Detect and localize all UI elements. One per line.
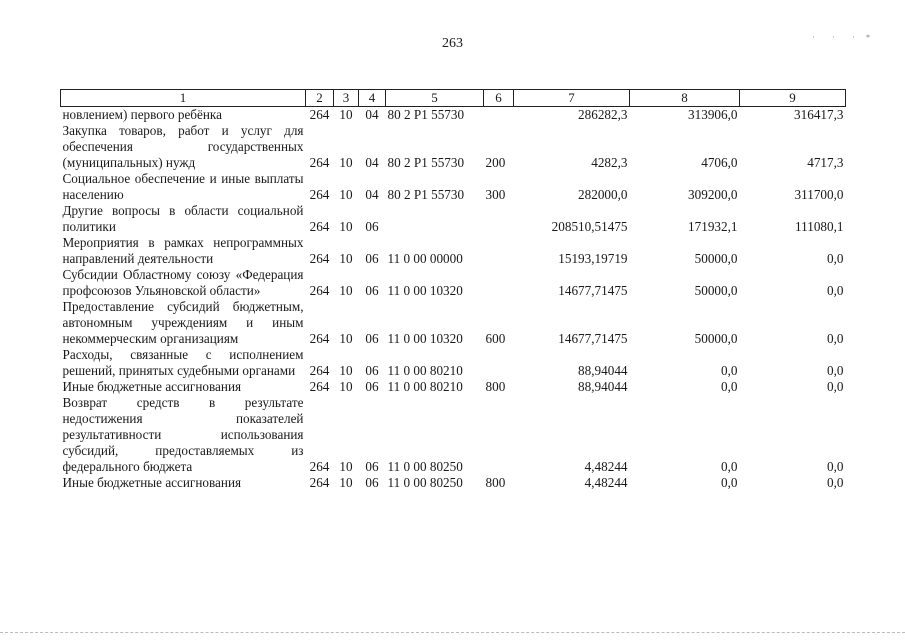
row-amount-9: 111080,1 <box>795 219 844 234</box>
table-row <box>61 107 846 124</box>
table-row <box>61 123 846 171</box>
row-code-6 <box>484 235 514 267</box>
row-name: Социальное обеспечение и иные выплаты населению <box>62 171 304 202</box>
row-code-2: 264 <box>309 251 330 266</box>
row-code-4: 06 <box>365 363 379 378</box>
scan-mark: · <box>812 33 815 42</box>
column-header-4: 4 <box>359 90 386 107</box>
column-header-3: 3 <box>334 90 359 107</box>
row-code-3: 10 <box>339 363 353 378</box>
row-code-3: 10 <box>339 251 353 266</box>
table-row <box>61 347 846 379</box>
row-amount-9: 0,0 <box>827 283 844 298</box>
row-amount-9: 0,0 <box>827 331 844 346</box>
row-code-3: 10 <box>339 219 353 234</box>
row-code-4: 04 <box>365 187 379 202</box>
row-code-6: 600 <box>485 331 506 346</box>
row-amount-7: 208510,51475 <box>551 219 628 234</box>
row-amount-7: 88,94044 <box>578 363 628 378</box>
table-row <box>61 267 846 299</box>
row-amount-8: 0,0 <box>721 379 738 394</box>
row-code-4: 06 <box>365 475 379 490</box>
row-amount-9: 0,0 <box>827 459 844 474</box>
row-code-4: 06 <box>365 379 379 394</box>
row-code-5: 11 0 00 80210 <box>387 363 463 378</box>
row-code-2: 264 <box>309 331 330 346</box>
row-code-4: 06 <box>365 251 379 266</box>
column-header-2: 2 <box>306 90 334 107</box>
row-name: Возврат средств в результате недостижения показателей результативности использования субсидий, предоставляемых из федерального бюджета <box>62 395 304 474</box>
scan-bottom-edge <box>0 632 905 633</box>
row-code-2: 264 <box>309 283 330 298</box>
row-code-5: 80 2 P1 55730 <box>387 155 465 170</box>
scan-mark: · <box>832 33 835 42</box>
row-code-3: 10 <box>339 331 353 346</box>
table-row <box>61 203 846 235</box>
row-code-3: 10 <box>339 107 353 122</box>
row-amount-7: 14677,71475 <box>558 331 628 346</box>
row-code-4: 04 <box>365 107 379 122</box>
row-name: Субсидии Областному союзу «Федерация профсоюзов Ульяновской области» <box>62 267 304 298</box>
column-header-6: 6 <box>484 90 514 107</box>
row-code-6: 300 <box>485 187 506 202</box>
row-code-2: 264 <box>309 107 330 122</box>
table-row <box>61 299 846 347</box>
row-amount-7: 4282,3 <box>591 155 628 170</box>
row-amount-8: 50000,0 <box>694 251 738 266</box>
row-amount-8: 50000,0 <box>694 283 738 298</box>
row-code-6 <box>484 347 514 379</box>
row-code-5: 11 0 00 10320 <box>387 283 463 298</box>
row-code-6 <box>484 107 514 124</box>
row-amount-8: 0,0 <box>721 475 738 490</box>
table-header-row <box>61 90 846 107</box>
row-amount-9: 0,0 <box>827 363 844 378</box>
row-amount-8: 50000,0 <box>694 331 738 346</box>
row-amount-7: 4,48244 <box>584 459 628 474</box>
row-name: Предоставление субсидий бюджетным, автономным учреждениям и иным некоммерческим организациям <box>62 299 304 346</box>
table-row <box>61 395 846 475</box>
row-code-5: 11 0 00 00000 <box>387 251 463 266</box>
row-amount-8: 313906,0 <box>688 107 738 122</box>
row-code-2: 264 <box>309 219 330 234</box>
row-code-5: 11 0 00 80250 <box>387 475 463 490</box>
scan-mark: * <box>866 33 870 42</box>
row-code-6 <box>484 395 514 475</box>
row-amount-8: 0,0 <box>721 363 738 378</box>
page-number: 263 <box>442 36 463 51</box>
row-code-6 <box>484 203 514 235</box>
row-amount-9: 0,0 <box>827 475 844 490</box>
budget-table <box>60 89 846 491</box>
row-code-6: 800 <box>485 379 506 394</box>
row-amount-9: 0,0 <box>827 251 844 266</box>
row-amount-8: 4706,0 <box>701 155 738 170</box>
row-code-2: 264 <box>309 363 330 378</box>
column-header-7: 7 <box>514 90 630 107</box>
row-code-3: 10 <box>339 379 353 394</box>
column-header-8: 8 <box>630 90 740 107</box>
row-code-5: 80 2 P1 55730 <box>387 107 465 122</box>
row-code-2: 264 <box>309 155 330 170</box>
row-name: Иные бюджетные ассигнования <box>62 475 242 490</box>
row-code-5 <box>386 203 484 235</box>
row-code-4: 06 <box>365 219 379 234</box>
table-row <box>61 235 846 267</box>
row-amount-7: 4,48244 <box>584 475 628 490</box>
row-code-3: 10 <box>339 459 353 474</box>
row-code-5: 11 0 00 80210 <box>387 379 463 394</box>
row-code-3: 10 <box>339 187 353 202</box>
row-amount-7: 282000,0 <box>578 187 628 202</box>
row-code-5: 80 2 P1 55730 <box>387 187 465 202</box>
row-amount-8: 0,0 <box>721 459 738 474</box>
table-row <box>61 171 846 203</box>
row-code-6: 800 <box>485 475 506 490</box>
row-amount-7: 286282,3 <box>578 107 628 122</box>
row-code-3: 10 <box>339 283 353 298</box>
row-amount-7: 88,94044 <box>578 379 628 394</box>
row-name: Иные бюджетные ассигнования <box>62 379 242 394</box>
row-amount-9: 0,0 <box>827 379 844 394</box>
column-header-1: 1 <box>61 90 306 107</box>
scan-mark: · <box>852 33 855 42</box>
row-amount-8: 171932,1 <box>688 219 738 234</box>
row-name: Мероприятия в рамках непрограммных направлений деятельности <box>62 235 304 266</box>
row-amount-7: 14677,71475 <box>558 283 628 298</box>
row-name: Другие вопросы в области социальной политики <box>62 203 304 234</box>
column-header-5: 5 <box>386 90 484 107</box>
row-code-4: 04 <box>365 155 379 170</box>
row-code-2: 264 <box>309 187 330 202</box>
row-name: Расходы, связанные с исполнением решений, принятых судебными органами <box>62 347 304 378</box>
row-amount-8: 309200,0 <box>688 187 738 202</box>
row-code-3: 10 <box>339 475 353 490</box>
row-amount-9: 316417,3 <box>794 107 844 122</box>
table-row <box>61 379 846 395</box>
column-header-9: 9 <box>740 90 846 107</box>
row-name: Закупка товаров, работ и услуг для обеспечения государственных (муниципальных) нужд <box>62 123 304 170</box>
row-code-5: 11 0 00 10320 <box>387 331 463 346</box>
row-code-2: 264 <box>309 459 330 474</box>
row-code-2: 264 <box>309 475 330 490</box>
row-code-4: 06 <box>365 283 379 298</box>
table-row <box>61 475 846 491</box>
row-code-5: 11 0 00 80250 <box>387 459 463 474</box>
row-amount-9: 4717,3 <box>807 155 844 170</box>
row-code-6: 200 <box>485 155 506 170</box>
row-code-4: 06 <box>365 459 379 474</box>
row-code-2: 264 <box>309 379 330 394</box>
row-name: новлением) первого ребёнка <box>62 107 222 122</box>
row-code-4: 06 <box>365 331 379 346</box>
row-code-6 <box>484 267 514 299</box>
row-amount-9: 311700,0 <box>794 187 844 202</box>
row-amount-7: 15193,19719 <box>558 251 628 266</box>
row-code-3: 10 <box>339 155 353 170</box>
